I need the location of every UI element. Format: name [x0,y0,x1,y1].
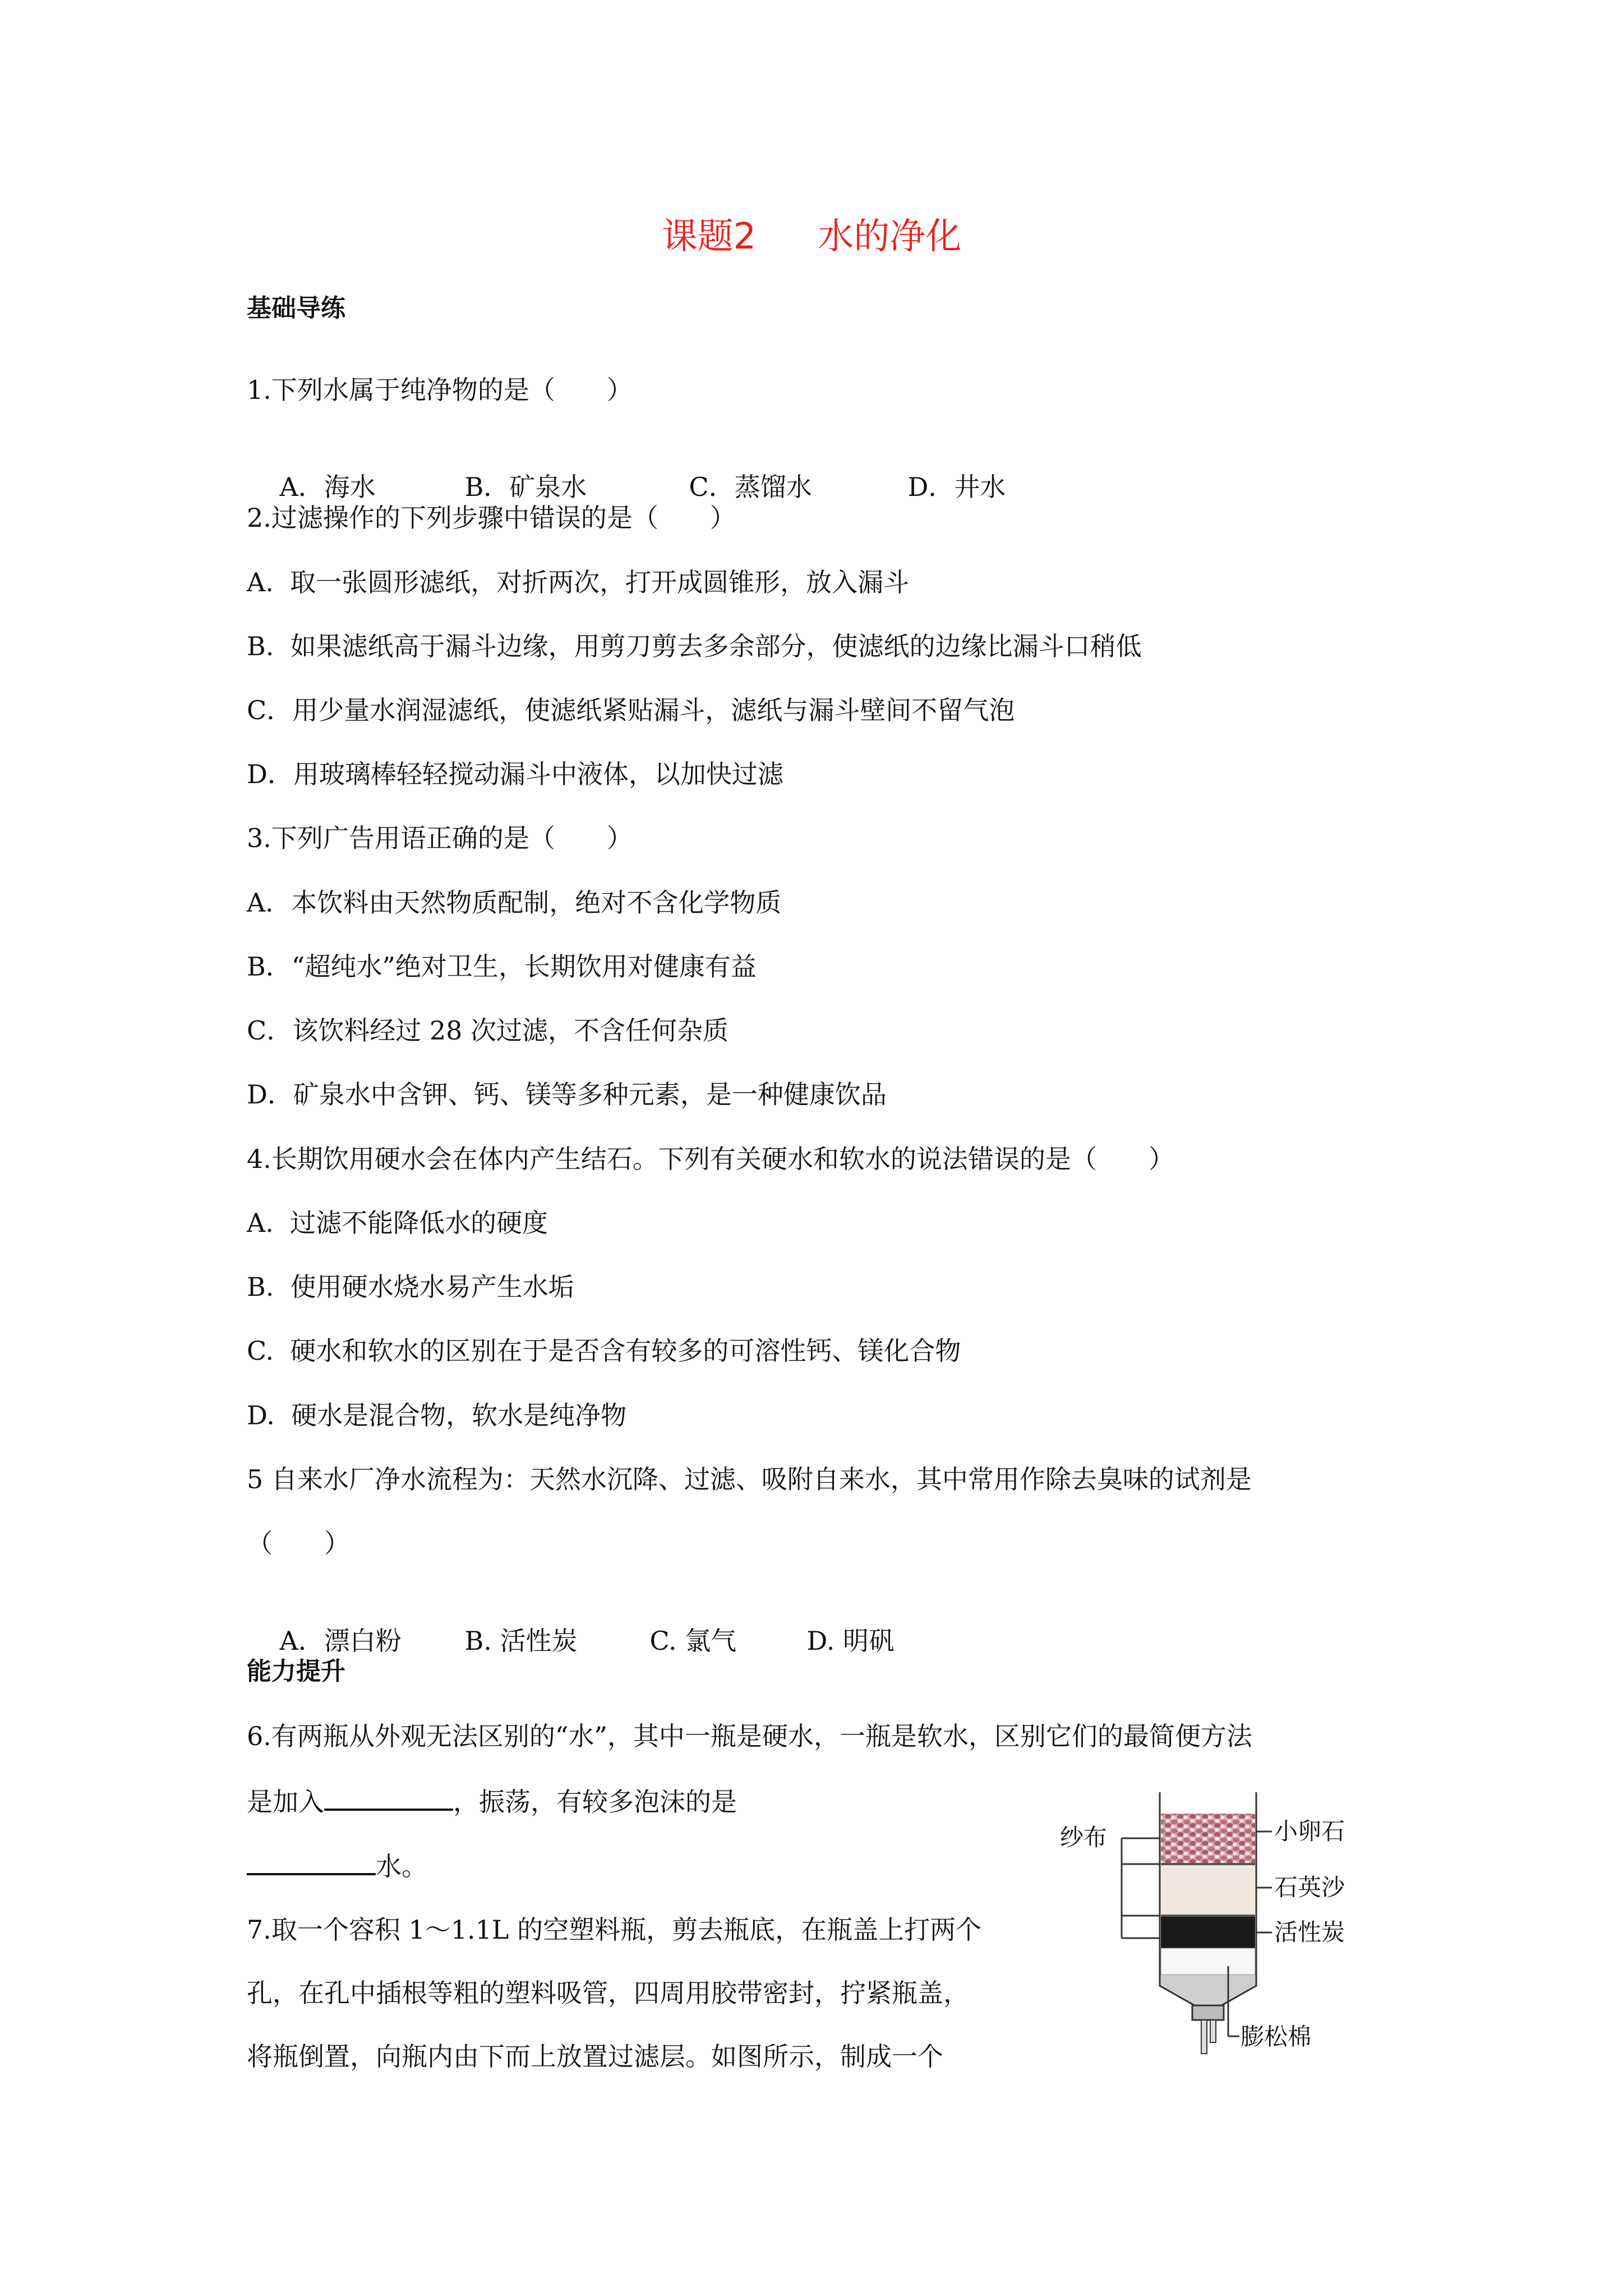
question-3-option-a: A．本饮料由天然物质配制，绝对不含化学物质 [247,887,782,918]
question-3-stem: 3.下列广告用语正确的是（ ） [247,823,633,853]
question-4-option-b: B. 使用硬水烧水易产生水垢 [247,1272,574,1302]
label-quartz-sand: 石英沙 [1274,1874,1345,1901]
question-5-option-c: C. 氯气 [649,1626,737,1656]
question-3-option-c: C．该饮料经过 28 次过滤，不含任何杂质 [247,1015,728,1046]
water-filter-diagram [1060,1792,1374,2073]
question-4-option-c: C. 硬水和软水的区别在于是否含有较多的可溶性钙、镁化合物 [247,1336,961,1366]
gauze-layer-2 [1161,1915,1255,1917]
section-heading-advanced: 能力提升 [247,1657,345,1686]
gauze-layer-1 [1161,1863,1255,1865]
question-5-option-d: D. 明矾 [806,1626,895,1656]
question-2-stem: 2.过滤操作的下列步骤中错误的是（ ） [247,503,736,533]
bottle-cap [1192,2005,1224,2020]
title-topic-number: 课题2 [661,216,757,257]
activated-carbon-layer [1161,1917,1255,1948]
question-6-line-1: 6.有两瓶从外观无法区别的“水”，其中一瓶是硬水，一瓶是软水，区别它们的最简便方法 [247,1721,1252,1751]
quartz-sand-layer [1161,1865,1255,1915]
question-5-option-a: A．漂白粉 [279,1626,402,1656]
answer-blank-2[interactable] [247,1848,376,1875]
label-activated-carbon: 活性炭 [1274,1918,1345,1946]
fluffy-cotton-layer [1161,1948,1255,1975]
question-7-line-1: 7.取一个容积 1～1.1L 的空塑料瓶，剪去瓶底，在瓶盖上打两个 [247,1915,982,1945]
question-6-line-2 [247,1784,737,1819]
question-7-line-3: 将瓶倒置，向瓶内由下而上放置过滤层。如图所示，制成一个 [247,2041,943,2072]
straw-tube-left [1201,2020,1207,2054]
question-2-option-b: B. 如果滤纸高于漏斗边缘，用剪刀剪去多余部分，使滤纸的边缘比漏斗口稍低 [247,631,1142,661]
question-4-option-a: A. 过滤不能降低水的硬度 [247,1208,548,1238]
question-5-stem-continued: （ ） [247,1528,350,1558]
page-title [0,208,1623,259]
question-2-option-d: D．用玻璃棒轻轻搅动漏斗中液体，以加快过滤 [247,759,783,789]
question-6-text-b: ，振荡，有较多泡沫的是 [453,1787,737,1817]
question-3-option-b: B．“超纯水”绝对卫生，长期饮用对健康有益 [247,951,757,982]
question-4-stem: 4.长期饮用硬水会在体内产生结石。下列有关硬水和软水的说法错误的是（ ） [247,1144,1174,1174]
question-1-option-c: C．蒸馏水 [689,472,812,502]
question-7-line-2: 孔，在孔中插根等粗的塑料吸管，四周用胶带密封，拧紧瓶盖， [247,1978,969,2008]
question-3-option-d: D．矿泉水中含钾、钙、镁等多种元素，是一种健康饮品 [247,1079,887,1110]
straw-tube-right [1210,2020,1216,2042]
question-5-option-b: B. 活性炭 [464,1626,578,1656]
question-6-line-3 [247,1848,427,1883]
section-heading-basic: 基础导练 [247,294,345,323]
question-1-stem: 1.下列水属于纯净物的是（ ） [247,375,633,405]
label-gauze: 纱布 [1060,1824,1108,1851]
label-pebbles: 小卵石 [1274,1818,1345,1845]
question-5-stem: 5 自来水厂净水流程为：天然水沉降、过滤、吸附自来水，其中常用作除去臭味的试剂是 [247,1464,1252,1494]
answer-blank-1[interactable] [324,1784,453,1811]
title-topic-name: 水的净化 [818,216,962,257]
question-6-text-a: 是加入 [247,1787,324,1817]
question-2-option-c: C．用少量水润湿滤纸，使滤纸紧贴漏斗，滤纸与漏斗壁间不留气泡 [247,695,1015,725]
question-6-text-c: 水。 [376,1851,427,1881]
question-1-option-d: D．井水 [907,472,1006,502]
question-1-option-a: A．海水 [279,472,376,502]
gauze-pointer [1122,1838,1160,1938]
label-fluffy-cotton: 膨松棉 [1241,2023,1312,2050]
question-1-option-b: B．矿泉水 [464,472,587,502]
question-2-option-a: A. 取一张圆形滤纸，对折两次，打开成圆锥形，放入漏斗 [247,567,910,597]
pebble-layer [1161,1814,1255,1863]
question-4-option-d: D. 硬水是混合物，软水是纯净物 [247,1400,627,1430]
